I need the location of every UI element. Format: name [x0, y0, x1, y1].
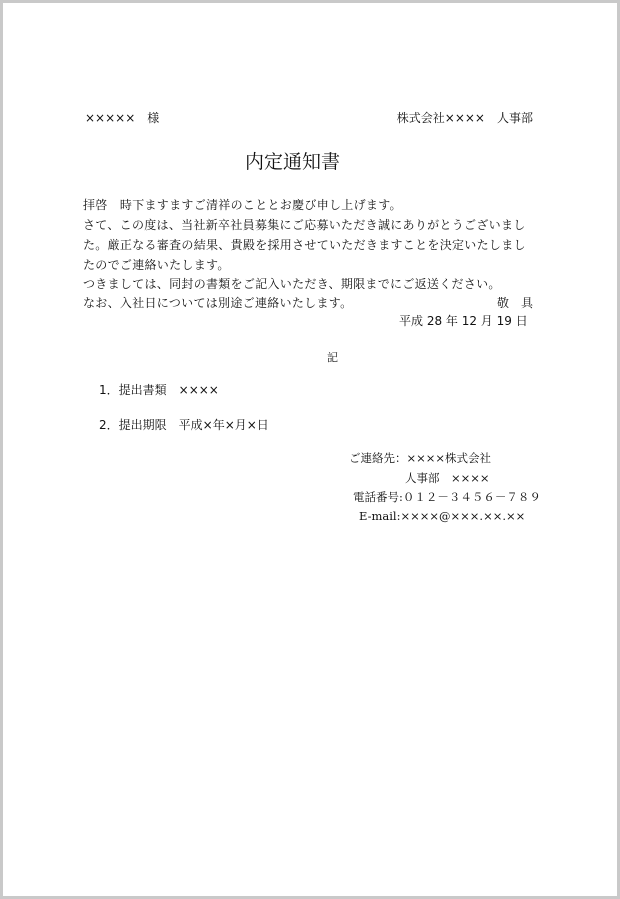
date: 平成 28 年 12 月 19 日 — [399, 314, 528, 328]
contact-email: E-mail:××××@×××.××.×× — [359, 509, 526, 523]
contact-phone: 電話番号:０１２－３４５６－７８９ — [353, 490, 541, 504]
sender: 株式会社×××× 人事部 — [396, 111, 533, 125]
recipient: ××××× 様 — [85, 111, 160, 125]
document-title: 内定通知書 — [245, 151, 341, 173]
document-page — [3, 3, 617, 896]
body-line: 拝啓 時下ますますご清祥のこととお慶び申し上げます。 — [83, 198, 402, 212]
contact-department: 人事部 ×××× — [405, 471, 490, 485]
contact-company: ご連絡先：××××株式会社 — [349, 451, 492, 465]
body-line: たのでご連絡いたします。 — [83, 258, 230, 272]
body-line: さて、この度は、当社新卒社員募集にご応募いただき誠にありがとうございまし — [83, 218, 526, 232]
closing: 敬 具 — [497, 296, 534, 310]
item-deadline: 2．提出期限 平成×年×月×日 — [99, 418, 269, 432]
body-line: なお、入社日については別途ご連絡いたします。 — [83, 296, 353, 310]
body-line: つきましては、同封の書類をご記入いただき、期限までにご返送ください。 — [83, 277, 501, 291]
body-line: た。厳正なる審査の結果、貴殿を採用させていただきますことを決定いたしまし — [83, 238, 526, 252]
ki-heading: 記 — [327, 351, 338, 364]
item-documents: 1．提出書類 ×××× — [99, 383, 219, 397]
